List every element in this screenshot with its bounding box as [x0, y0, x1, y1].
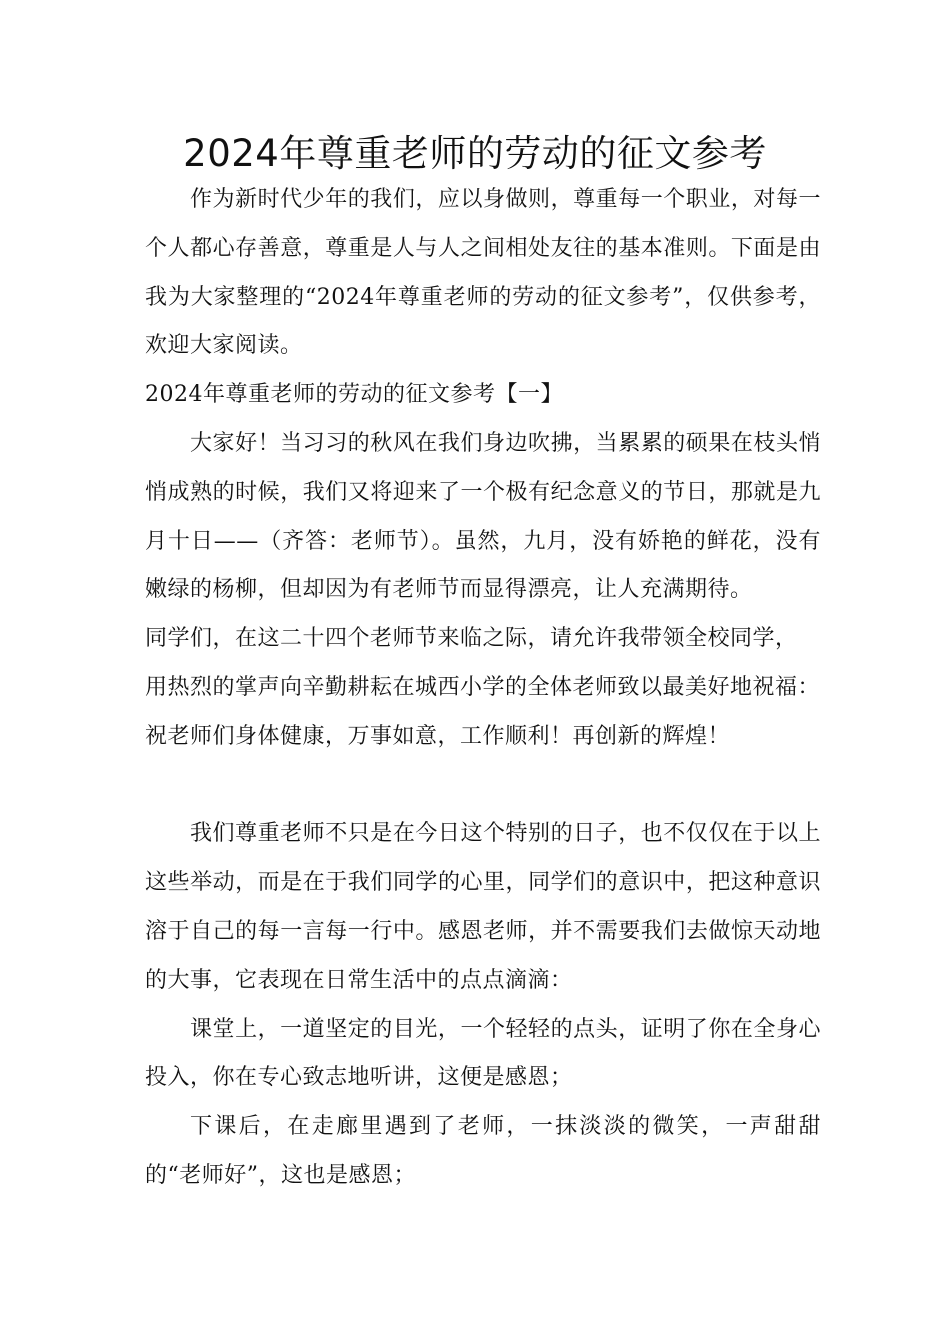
- paragraph-line: 用热烈的掌声向辛勤耕耘在城西小学的全体老师致以最美好地祝福：: [145, 674, 821, 700]
- blank-line: [145, 762, 821, 811]
- paragraph-line: 祝老师们身体健康，万事如意，工作顺利！再创新的辉煌！: [145, 723, 731, 749]
- intro-paragraph: 作为新时代少年的我们，应以身做则，尊重每一个职业，对每一个人都心存善意，尊重是人与人之间相处友往的基本准则。下面是由我为大家整理的“2024年尊重老师的劳动的征文参考”，仅供参考，欢迎大家阅读。: [145, 187, 821, 359]
- paragraph: 我们尊重老师不只是在今日这个特别的日子，也不仅仅在于以上这些举动，而是在于我们同学的心里，同学们的意识中，把这种意识溶于自己的每一言每一行中。感恩老师，并不需要我们去做惊天动地的大事，它表现在日常生活中的点点滴滴：: [145, 821, 821, 993]
- paragraph: 课堂上，一道坚定的目光，一个轻轻的点头，证明了你在全身心投入，你在专心致志地听讲，这便是感恩；: [145, 1016, 821, 1091]
- document-body: [145, 176, 821, 1201]
- paragraph: 下课后，在走廊里遇到了老师，一抹淡淡的微笑，一声甜甜的“老师好”，这也是感恩；: [145, 1114, 821, 1188]
- page-title: 2024年尊重老师的劳动的征文参考: [183, 132, 767, 175]
- paragraph-line: 同学们，在这二十四个老师节来临之际，请允许我带领全校同学，: [145, 626, 798, 652]
- paragraph: 大家好！当习习的秋风在我们身边吹拂，当累累的硕果在枝头悄悄成熟的时候，我们又将迎来了一个极有纪念意义的节日，那就是九月十日——（齐答：老师节）。虽然，九月，没有娇艳的鲜花，没有嫩绿的杨柳，但却因为有老师节而显得漂亮，让人充满期待。: [145, 430, 821, 603]
- section-heading: 2024年尊重老师的劳动的征文参考【一】: [145, 382, 563, 408]
